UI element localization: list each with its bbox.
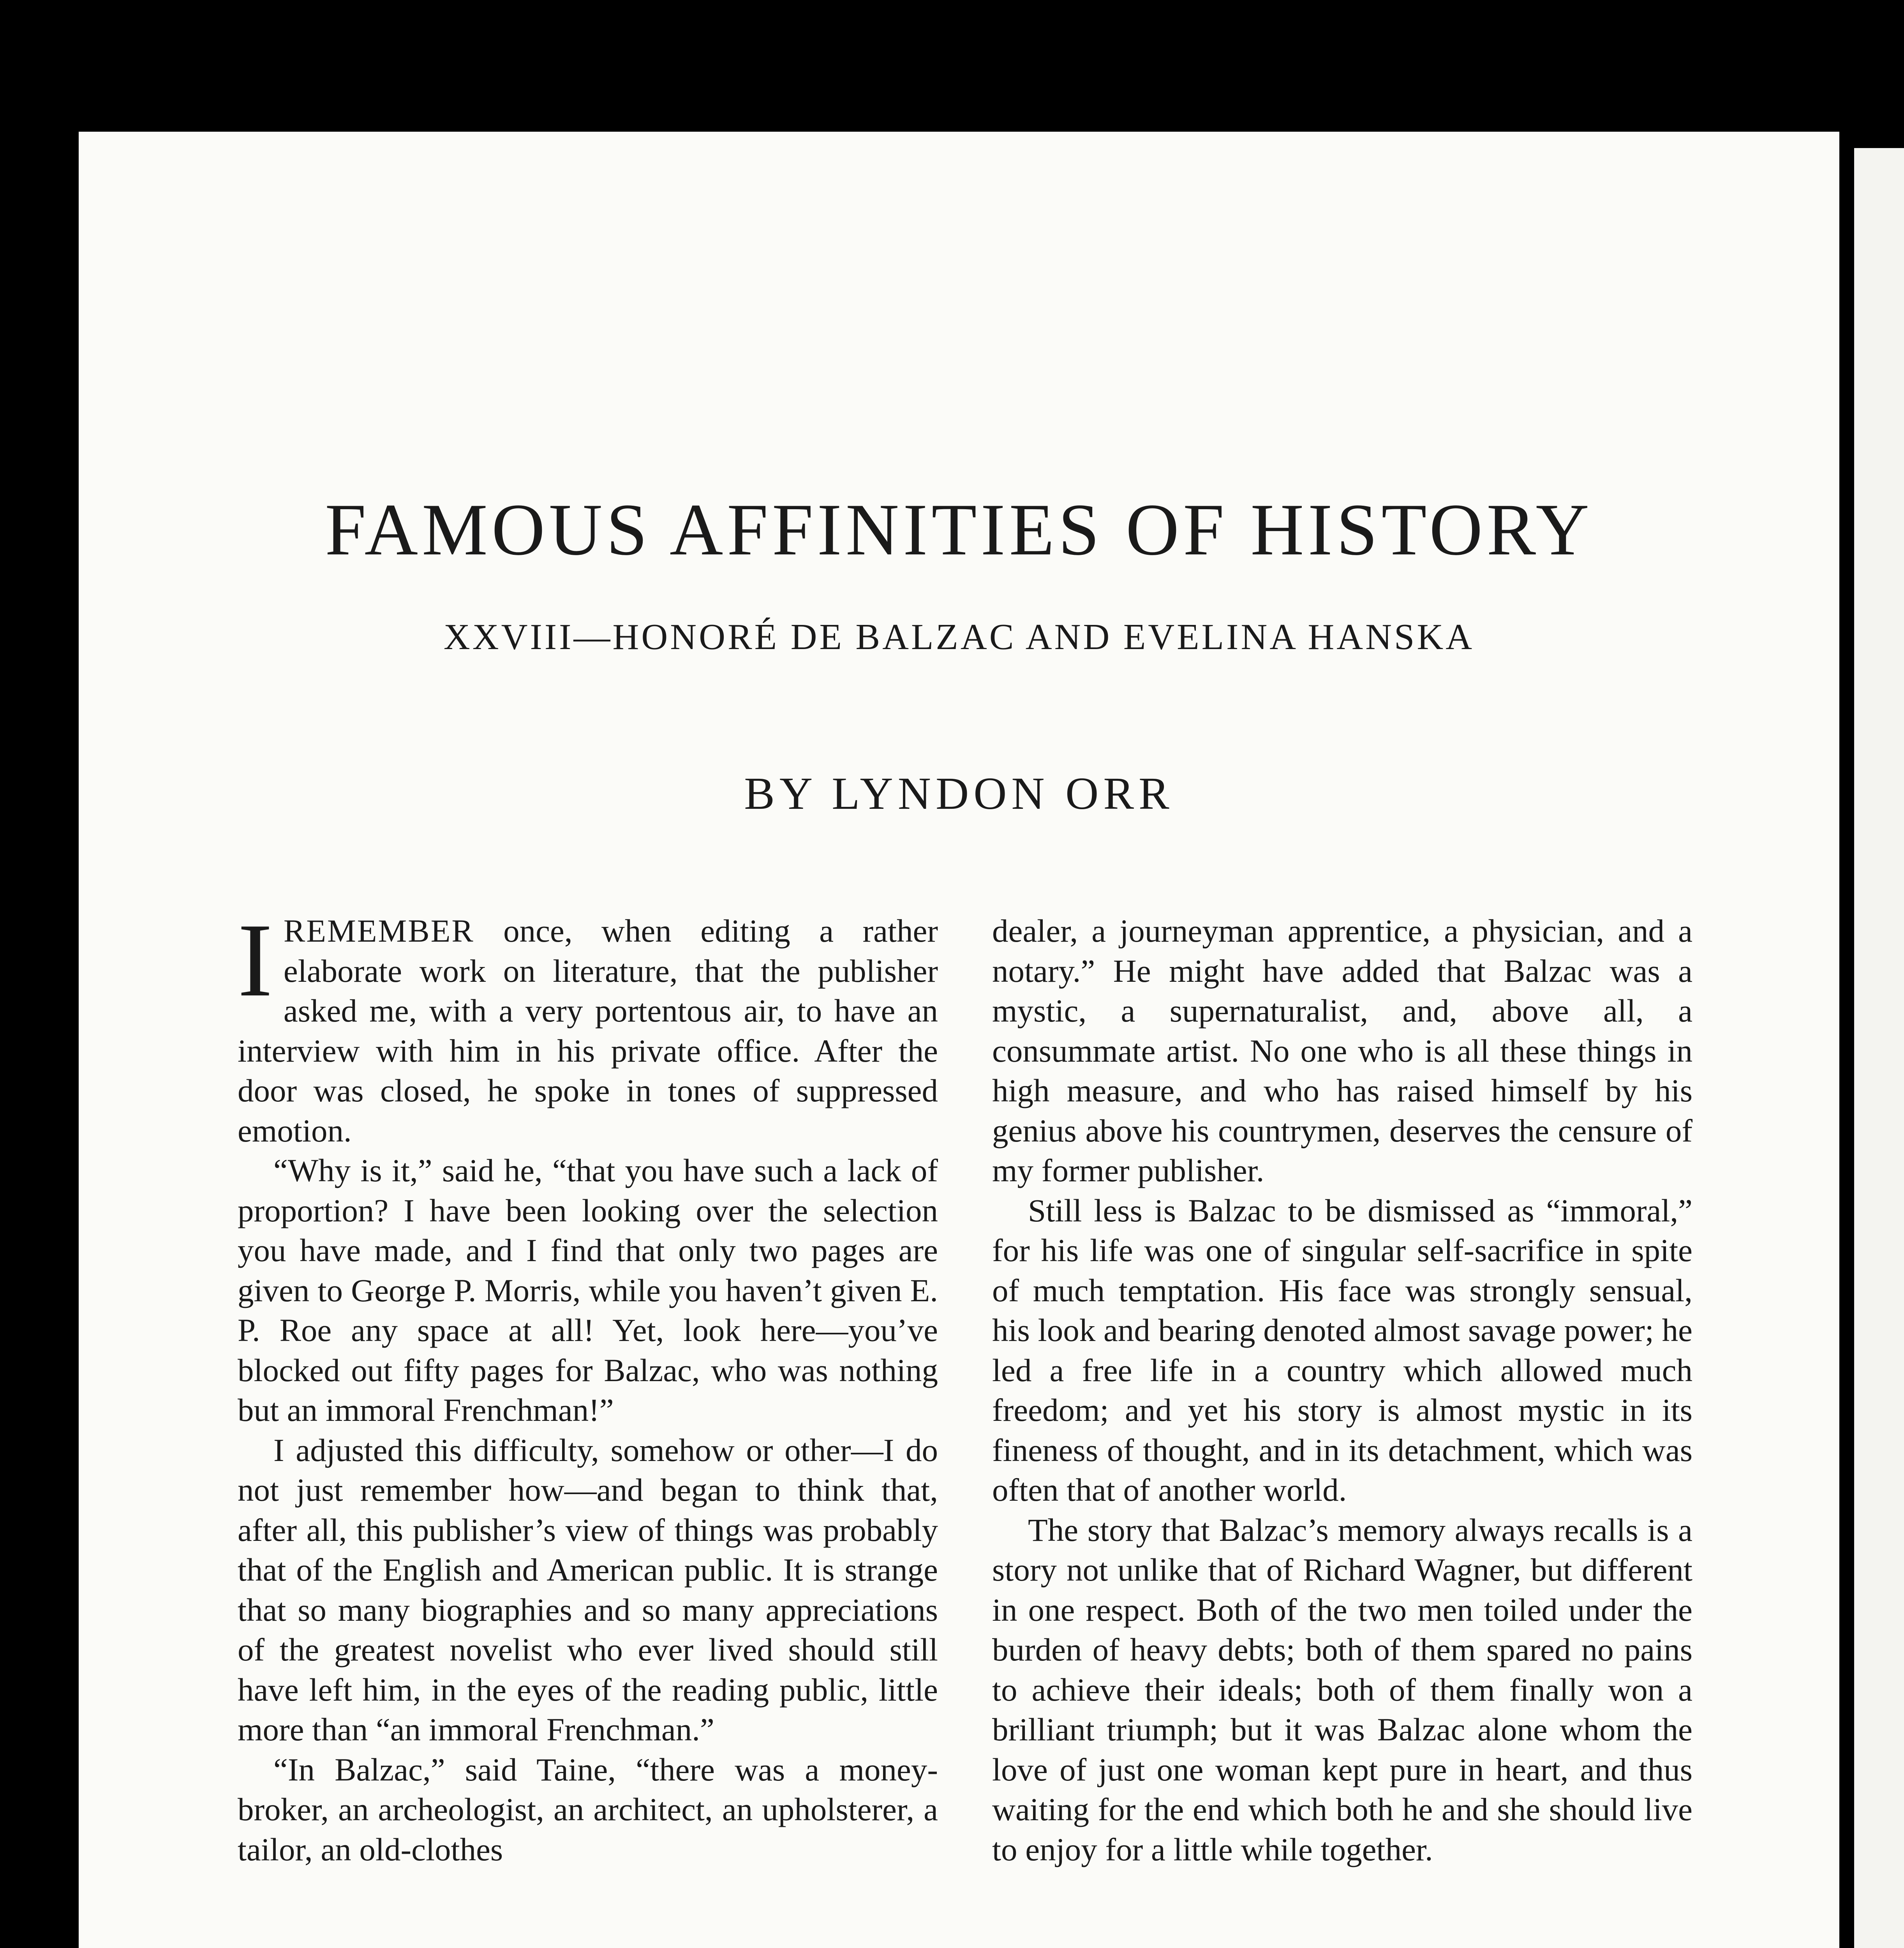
article-title: FAMOUS AFFINITIES OF HISTORY xyxy=(325,489,1593,571)
paragraph-6: The story that Balzac’s memory always recalls is a story not unlike that of Richard Wagner, but different in one respect. Both of the two men toiled under the burden of heavy debts; both of them spared no pains to achieve their ideals; both of them finally won a brilliant triumph; but it was Balzac alone whom the love of just one woman kept pure in heart, and thus waiting for the end which both he and she should live to enjoy for a little while together. xyxy=(992,1512,1692,1867)
paragraph-4-continued: dealer, a journeyman apprentice, a physician, and a notary.” He might have added that Balzac was a mystic, a supernaturalist, and, above all, a consummate artist. No one who is all these things in high measure, and who has raised himself by his genius above his countrymen, deserves the censure of my former publisher. xyxy=(992,913,1692,1188)
paragraph-3: I adjusted this difficulty, somehow or other—I do not just remember how—and began to think that, after all, this publisher’s view of things was probably that of the English and American public. It is strange that so many biographies and so many appreciations of the greatest novelist who ever lived should still have left him, in the eyes of the reading public, little more than “an immoral Frenchman.” xyxy=(238,1432,938,1747)
adjacent-page-edge xyxy=(1854,148,1904,1948)
paragraph-5: Still less is Balzac to be dismissed as “immoral,” for his life was one of singular self-sacrifice in spite of much temptation. His face was strongly sensual, his look and bearing denoted almost savage power; he led a free life in a country which allowed much freedom; and yet his story is almost mystic in its fineness of thought, and in its detachment, which was often that of another world. xyxy=(992,1192,1692,1508)
lead-in-caps: REMEMBER xyxy=(283,913,474,949)
magazine-page xyxy=(79,132,1839,1948)
text-column-left xyxy=(238,902,938,1869)
paragraph-4: “In Balzac,” said Taine, “there was a money-broker, an archeologist, an architect, an upholsterer, a tailor, an old-clothes xyxy=(238,1751,938,1867)
text-column-right xyxy=(992,911,1692,1869)
drop-cap: I xyxy=(238,902,273,1018)
page-gutter xyxy=(1839,132,1854,1948)
paragraph-1 xyxy=(238,902,938,1150)
paragraph-2: “Why is it,” said he, “that you have such a lack of proportion? I have been looking over the selection you have made, and I find that only two pages are given to George P. Morris, while you haven’t given E. P. Roe any space at all! Yet, look here—you’ve blocked out fifty pages for Balzac, who was nothing but an immoral Frenchman!” xyxy=(238,1152,938,1428)
article-byline: BY LYNDON ORR xyxy=(744,768,1174,819)
paragraph-1-text: once, when editing a rather elaborate work on literature, that the publisher asked me, with a very portentous air, to have an interview with him in his private office. After the door was closed, he spoke in tones of suppressed emotion. xyxy=(238,913,938,1149)
article-subtitle: XXVIII—HONORÉ DE BALZAC AND EVELINA HANSKA xyxy=(443,617,1475,657)
